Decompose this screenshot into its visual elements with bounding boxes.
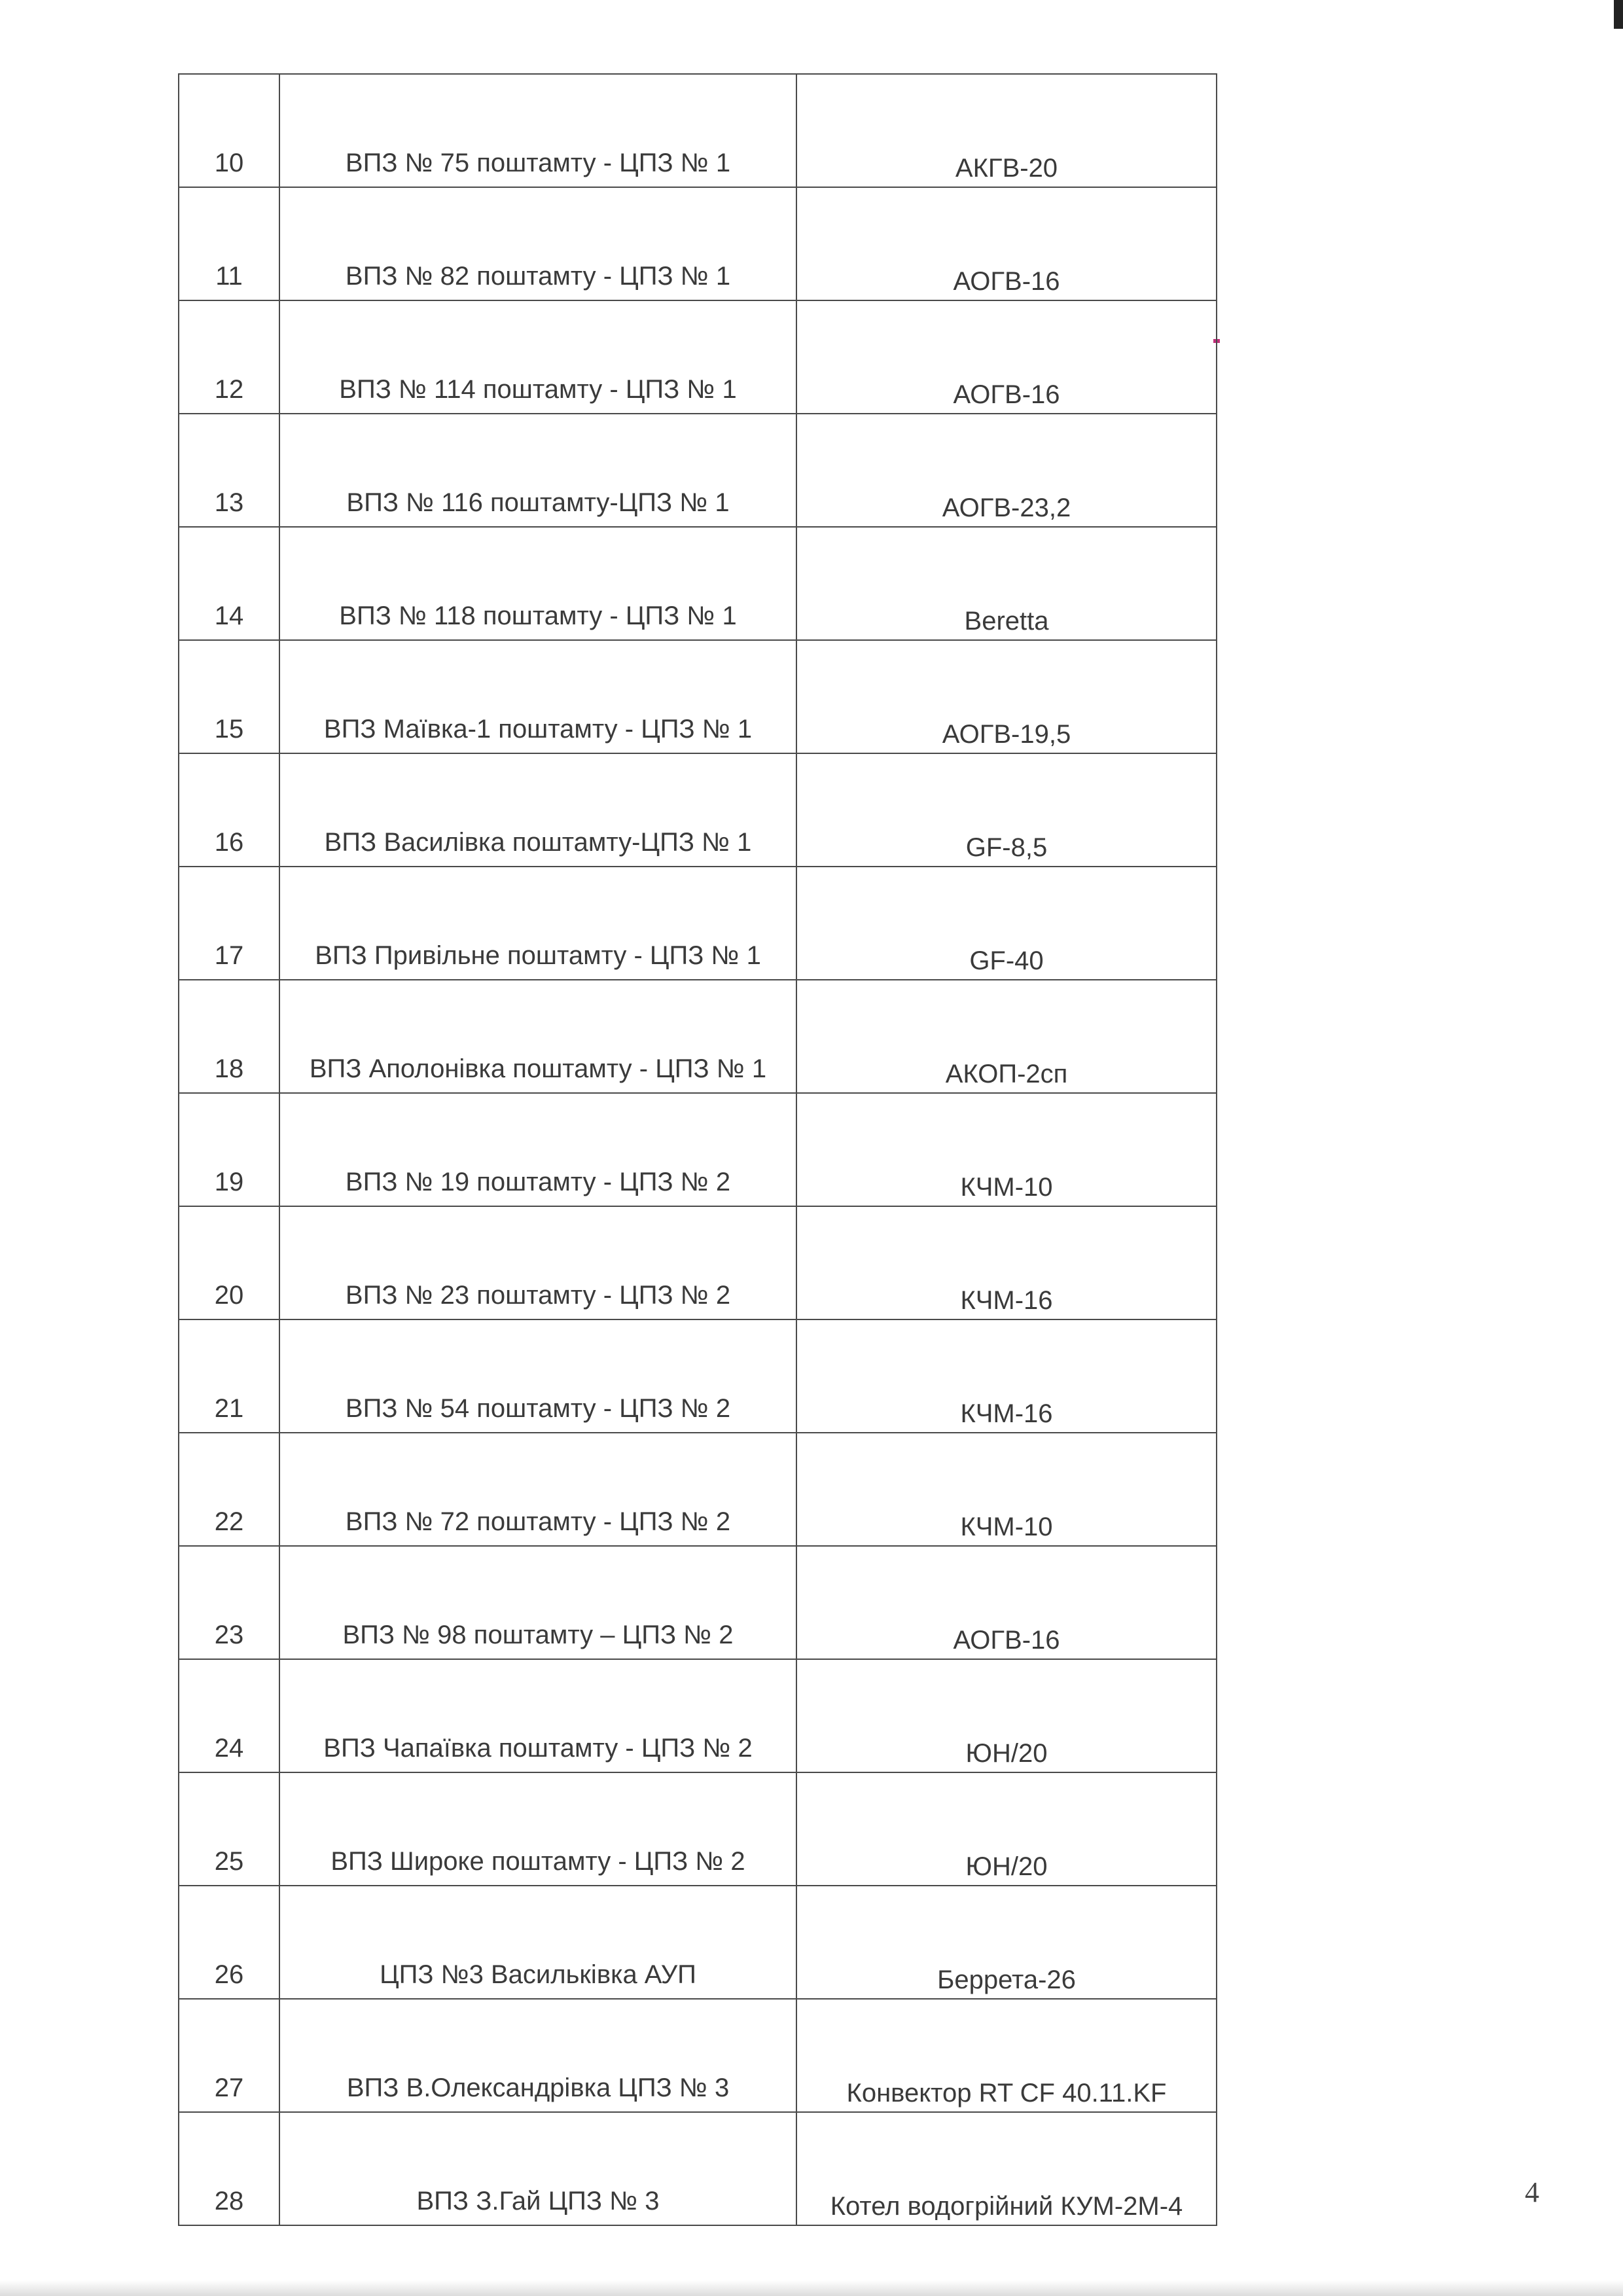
row-number-cell: 20 [179, 1206, 279, 1319]
object-name-cell: ВПЗ № 118 поштамту - ЦПЗ № 1 [279, 527, 796, 640]
row-number-cell: 17 [179, 867, 279, 980]
table-row [179, 1433, 1217, 1546]
equipment-cell: АОГВ-16 [796, 1546, 1217, 1659]
object-name-cell: ВПЗ № 72 поштамту - ЦПЗ № 2 [279, 1433, 796, 1546]
equipment-cell: Конвектор RT CF 40.11.KF [796, 1999, 1217, 2112]
table-row [179, 1093, 1217, 1206]
table-row [179, 527, 1217, 640]
table-row [179, 640, 1217, 753]
object-name-cell: ВПЗ № 114 поштамту - ЦПЗ № 1 [279, 300, 796, 414]
table-row [179, 414, 1217, 527]
table-row [179, 1546, 1217, 1659]
equipment-cell: Беррета-26 [796, 1886, 1217, 1999]
row-number-cell: 18 [179, 980, 279, 1093]
equipment-cell: КЧМ-16 [796, 1319, 1217, 1433]
row-number-cell: 28 [179, 2112, 279, 2225]
equipment-cell: АОГВ-16 [796, 187, 1217, 300]
object-name-cell: ВПЗ № 82 поштамту - ЦПЗ № 1 [279, 187, 796, 300]
equipment-cell: КЧМ-10 [796, 1433, 1217, 1546]
object-name-cell: ВПЗ № 75 поштамту - ЦПЗ № 1 [279, 74, 796, 187]
equipment-cell: КЧМ-16 [796, 1206, 1217, 1319]
row-number-cell: 12 [179, 300, 279, 414]
table-row [179, 1886, 1217, 1999]
row-number-cell: 14 [179, 527, 279, 640]
row-number-cell: 19 [179, 1093, 279, 1206]
table-row [179, 1319, 1217, 1433]
equipment-cell: ЮН/20 [796, 1659, 1217, 1772]
object-name-cell: ВПЗ № 19 поштамту - ЦПЗ № 2 [279, 1093, 796, 1206]
scan-corner-mark [1614, 0, 1623, 29]
object-name-cell: ВПЗ В.Олександрівка ЦПЗ № 3 [279, 1999, 796, 2112]
table-row [179, 2112, 1217, 2225]
object-name-cell: ВПЗ Привільне поштамту - ЦПЗ № 1 [279, 867, 796, 980]
object-name-cell: ЦПЗ №3 Васильківка АУП [279, 1886, 796, 1999]
equipment-cell: ЮН/20 [796, 1772, 1217, 1886]
equipment-cell: Beretta [796, 527, 1217, 640]
object-name-cell: ВПЗ № 54 поштамту - ЦПЗ № 2 [279, 1319, 796, 1433]
table-row [179, 1659, 1217, 1772]
table-row [179, 1999, 1217, 2112]
page-number: 4 [1525, 2176, 1539, 2208]
equipment-cell: АКГВ-20 [796, 74, 1217, 187]
row-number-cell: 22 [179, 1433, 279, 1546]
object-name-cell: ВПЗ Маївка-1 поштамту - ЦПЗ № 1 [279, 640, 796, 753]
scan-bottom-edge [0, 2280, 1623, 2296]
table-row [179, 1772, 1217, 1886]
equipment-cell: Котел водогрійний КУМ-2М-4 [796, 2112, 1217, 2225]
table-row [179, 1206, 1217, 1319]
row-number-cell: 16 [179, 753, 279, 867]
row-number-cell: 13 [179, 414, 279, 527]
object-name-cell: ВПЗ Широке поштамту - ЦПЗ № 2 [279, 1772, 796, 1886]
equipment-table-body [179, 74, 1217, 2225]
row-number-cell: 15 [179, 640, 279, 753]
row-number-cell: 26 [179, 1886, 279, 1999]
table-row [179, 753, 1217, 867]
equipment-cell: КЧМ-10 [796, 1093, 1217, 1206]
table-row [179, 74, 1217, 187]
row-number-cell: 21 [179, 1319, 279, 1433]
equipment-table [178, 73, 1217, 2226]
equipment-cell: АОГВ-16 [796, 300, 1217, 414]
row-number-cell: 27 [179, 1999, 279, 2112]
equipment-cell: АКОП-2сп [796, 980, 1217, 1093]
object-name-cell: ВПЗ Аполонівка поштамту - ЦПЗ № 1 [279, 980, 796, 1093]
object-name-cell: ВПЗ З.Гай ЦПЗ № 3 [279, 2112, 796, 2225]
row-number-cell: 10 [179, 74, 279, 187]
equipment-cell: АОГВ-19,5 [796, 640, 1217, 753]
object-name-cell: ВПЗ № 98 поштамту – ЦПЗ № 2 [279, 1546, 796, 1659]
row-number-cell: 23 [179, 1546, 279, 1659]
table-row [179, 300, 1217, 414]
table-row [179, 187, 1217, 300]
row-number-cell: 11 [179, 187, 279, 300]
equipment-cell: GF-8,5 [796, 753, 1217, 867]
table-row [179, 980, 1217, 1093]
equipment-cell: GF-40 [796, 867, 1217, 980]
object-name-cell: ВПЗ Чапаївка поштамту - ЦПЗ № 2 [279, 1659, 796, 1772]
row-number-cell: 25 [179, 1772, 279, 1886]
equipment-cell: АОГВ-23,2 [796, 414, 1217, 527]
table-row [179, 867, 1217, 980]
object-name-cell: ВПЗ № 116 поштамту-ЦПЗ № 1 [279, 414, 796, 527]
object-name-cell: ВПЗ № 23 поштамту - ЦПЗ № 2 [279, 1206, 796, 1319]
row-number-cell: 24 [179, 1659, 279, 1772]
object-name-cell: ВПЗ Василівка поштамту-ЦПЗ № 1 [279, 753, 796, 867]
